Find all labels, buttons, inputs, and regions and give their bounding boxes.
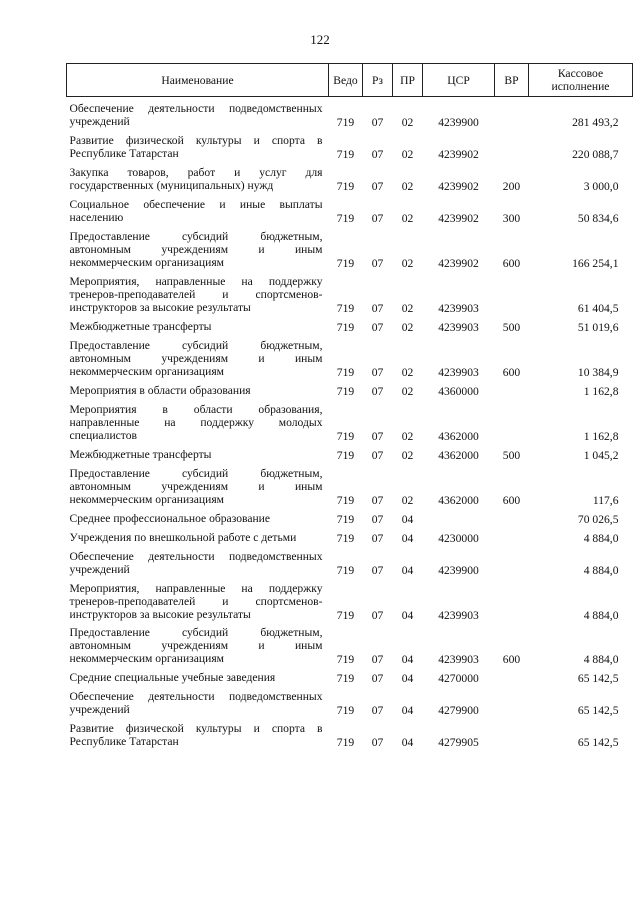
row-name: Закупка товаров, работ и услуг для государственных (муниципальных) нужд [69,165,323,192]
table-row [67,443,633,462]
row-vr [495,545,529,577]
table-row [67,462,633,507]
row-vr [495,685,529,717]
row-name: Мероприятия в области образования [69,383,251,397]
header-vr: ВР [495,64,529,97]
row-amount: 1 162,8 [583,384,619,398]
table-row [67,621,633,666]
row-csr: 4239902 [438,256,479,270]
row-rz: 07 [371,493,384,507]
row-name: Обеспечение деятельности подведомственных учреждений [69,549,323,576]
row-pr: 02 [401,365,414,379]
row-vr: 600 [502,365,521,379]
row-amount: 220 088,7 [572,147,619,161]
row-ved: 719 [336,256,355,270]
row-pr: 04 [401,704,414,718]
table-row [67,507,633,526]
row-amount: 51 019,6 [577,320,619,334]
row-ved: 719 [336,704,355,718]
row-pr: 04 [401,531,414,545]
row-pr: 02 [401,448,414,462]
row-pr: 02 [401,320,414,334]
row-name: Предоставление субсидий бюджетным, автономным учреждениям и иным некоммерческим организациям [69,626,323,666]
row-rz: 07 [371,211,384,225]
budget-table [66,63,633,749]
row-vr [495,526,529,545]
row-pr: 02 [401,147,414,161]
row-pr: 02 [401,301,414,315]
row-rz: 07 [371,512,384,526]
row-csr: 4362000 [438,448,479,462]
table-row [67,717,633,749]
row-csr: 4239903 [438,365,479,379]
row-ved: 719 [336,320,355,334]
row-name: Предоставление субсидий бюджетным, автономным учреждениям и иным некоммерческим организациям [69,338,323,378]
row-amount: 1 162,8 [583,429,619,443]
row-vr [495,577,529,622]
row-vr [495,666,529,685]
row-pr: 02 [401,211,414,225]
table-row [67,315,633,334]
row-pr: 04 [401,672,414,686]
row-vr [495,507,529,526]
row-csr: 4239903 [438,301,479,315]
row-amount: 3 000,0 [583,179,619,193]
row-csr [423,507,495,526]
row-rz: 07 [371,704,384,718]
row-pr: 04 [401,512,414,526]
row-ved: 719 [336,115,355,129]
row-rz: 07 [371,365,384,379]
row-name: Учреждения по внешкольной работе с детьми [69,530,297,544]
row-rz: 07 [371,320,384,334]
row-ved: 719 [336,493,355,507]
row-name: Межбюджетные трансферты [69,319,212,333]
row-name: Развитие физической культуры и спорта в Республике Татарстан [69,133,323,160]
row-rz: 07 [371,384,384,398]
table-row [67,379,633,398]
row-amount: 61 404,5 [577,301,619,315]
row-rz: 07 [371,256,384,270]
table-row [67,398,633,443]
row-pr: 02 [401,179,414,193]
row-name: Развитие физической культуры и спорта в Республике Татарстан [69,722,323,749]
row-name: Предоставление субсидий бюджетным, автономным учреждениям и иным некоммерческим организациям [69,229,323,269]
row-csr: 4239900 [438,563,479,577]
row-name: Предоставление субсидий бюджетным, автономным учреждениям и иным некоммерческим организациям [69,466,323,506]
row-vr [495,398,529,443]
row-rz: 07 [371,179,384,193]
row-ved: 719 [336,301,355,315]
table-row [67,334,633,379]
row-ved: 719 [336,736,355,750]
row-rz: 07 [371,736,384,750]
row-amount: 10 384,9 [577,365,619,379]
row-amount: 70 026,5 [577,512,619,526]
table-row [67,666,633,685]
row-pr: 02 [401,384,414,398]
row-csr: 4360000 [438,384,479,398]
row-ved: 719 [336,448,355,462]
row-name: Социальное обеспечение и иные выплаты населению [69,197,323,224]
row-rz: 07 [371,429,384,443]
row-name: Обеспечение деятельности подведомственных учреждений [69,102,323,128]
table-row [67,270,633,315]
row-pr: 04 [401,608,414,622]
row-name: Мероприятия в области образования, направленные на поддержку молодых специалистов [69,402,323,442]
row-ved: 719 [336,531,355,545]
header-csr: ЦСР [423,64,495,97]
table-row [67,545,633,577]
row-csr: 4230000 [438,531,479,545]
header-pr: ПР [393,64,423,97]
row-amount: 117,6 [592,493,619,507]
table-row [67,526,633,545]
page-number: 122 [310,32,330,47]
row-csr: 4239903 [438,653,479,667]
row-vr: 600 [502,493,521,507]
row-vr: 500 [502,320,521,334]
row-ved: 719 [336,672,355,686]
row-name: Средние специальные учебные заведения [69,671,276,685]
row-vr [495,379,529,398]
table-row [67,225,633,270]
row-amount: 4 884,0 [583,653,619,667]
row-vr: 200 [502,179,521,193]
row-vr [495,717,529,749]
row-csr: 4279905 [438,736,479,750]
row-vr: 600 [502,653,521,667]
table-row [67,129,633,161]
row-rz: 07 [371,301,384,315]
row-csr: 4362000 [438,493,479,507]
table-row [67,193,633,225]
row-csr: 4239900 [438,115,479,129]
row-pr: 02 [401,429,414,443]
row-ved: 719 [336,512,355,526]
row-amount: 166 254,1 [572,256,619,270]
table-header [67,64,633,97]
row-pr: 02 [401,493,414,507]
row-csr: 4239903 [438,320,479,334]
row-csr: 4270000 [438,672,479,686]
row-amount: 4 884,0 [583,608,619,622]
row-vr: 600 [502,256,521,270]
table-row [67,577,633,622]
row-vr [495,129,529,161]
table-row [67,161,633,193]
row-name: Межбюджетные трансферты [69,447,212,461]
header-name: Наименование [67,64,329,97]
row-ved: 719 [336,384,355,398]
table-row [67,685,633,717]
row-amount: 281 493,2 [572,115,619,129]
row-vr: 500 [502,448,521,462]
header-amount: Кассовое исполнение [529,64,633,97]
row-amount: 65 142,5 [577,704,619,718]
row-vr [495,97,529,129]
row-rz: 07 [371,653,384,667]
row-name: Среднее профессиональное образование [69,511,271,525]
table-body [67,97,633,750]
row-ved: 719 [336,147,355,161]
row-ved: 719 [336,211,355,225]
row-rz: 07 [371,608,384,622]
row-pr: 02 [401,115,414,129]
row-csr: 4239903 [438,608,479,622]
row-name: Мероприятия, направленные на поддержку тренеров-преподавателей и спортсменов-инструкторов за высокие результаты [69,581,323,621]
row-rz: 07 [371,147,384,161]
row-pr: 04 [401,736,414,750]
row-ved: 719 [336,429,355,443]
row-amount: 65 142,5 [577,736,619,750]
row-amount: 50 834,6 [577,211,619,225]
row-amount: 1 045,2 [583,448,619,462]
header-ved: Ведо [329,64,363,97]
header-rz: Рз [363,64,393,97]
row-ved: 719 [336,365,355,379]
row-rz: 07 [371,448,384,462]
row-pr: 02 [401,256,414,270]
row-amount: 4 884,0 [583,531,619,545]
row-ved: 719 [336,608,355,622]
row-pr: 04 [401,653,414,667]
row-vr [495,270,529,315]
row-amount: 4 884,0 [583,563,619,577]
row-vr: 300 [502,211,521,225]
row-rz: 07 [371,531,384,545]
row-ved: 719 [336,179,355,193]
row-rz: 07 [371,115,384,129]
row-csr: 4279900 [438,704,479,718]
row-csr: 4239902 [438,147,479,161]
row-amount: 65 142,5 [577,672,619,686]
row-rz: 07 [371,563,384,577]
table-row [67,97,633,129]
row-csr: 4362000 [438,429,479,443]
row-csr: 4239902 [438,211,479,225]
row-csr: 4239902 [438,179,479,193]
row-ved: 719 [336,653,355,667]
row-ved: 719 [336,563,355,577]
row-name: Мероприятия, направленные на поддержку тренеров-преподавателей и спортсменов-инструкторов за высокие результаты [69,274,323,314]
row-pr: 04 [401,563,414,577]
row-rz: 07 [371,672,384,686]
row-name: Обеспечение деятельности подведомственных учреждений [69,690,323,717]
